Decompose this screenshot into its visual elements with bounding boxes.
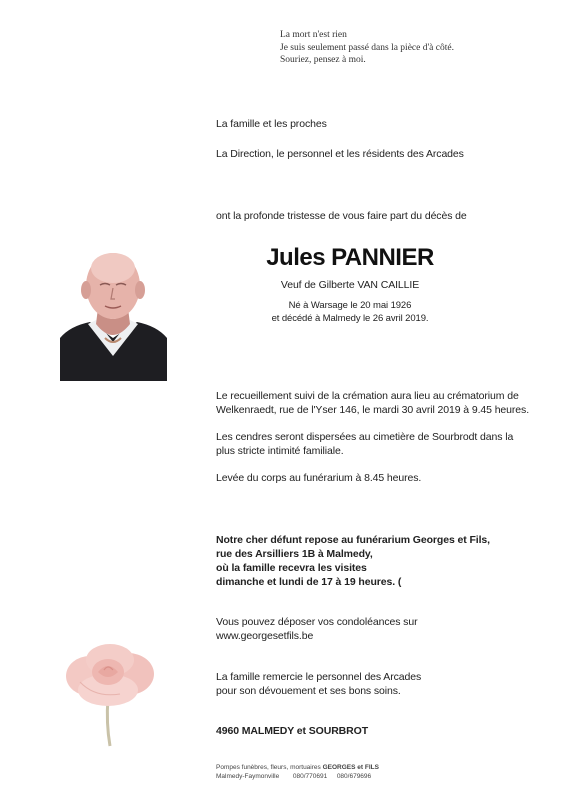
thanks-line: pour son dévouement et ses bons soins.: [216, 685, 401, 697]
first-name: Jules: [266, 244, 326, 271]
last-name: PANNIER: [331, 244, 434, 271]
footer-line-2: [216, 772, 371, 781]
poem-line: La mort n'est rien: [280, 30, 347, 40]
footer-company: GEORGES et FILS: [322, 764, 379, 771]
announcement: ont la profonde tristesse de vous faire part du décès de: [216, 210, 467, 222]
death-line: et décédé à Malmedy le 26 avril 2019.: [271, 313, 429, 324]
footer-line-1: [216, 763, 379, 772]
sender-direction: La Direction, le personnel et les résidents des Arcades: [216, 148, 464, 160]
poem-line: Souriez, pensez à moi.: [280, 55, 366, 65]
spouse-line: Veuf de Gilberte VAN CAILLIE: [280, 279, 420, 291]
visiting-line: dimanche et lundi de 17 à 19 heures. (: [216, 576, 402, 588]
ashes-line: plus stricte intimité familiale.: [216, 445, 344, 457]
address-line: 4960 MALMEDY et SOURBROT: [216, 725, 369, 737]
rose-image: [60, 638, 160, 748]
ceremony-line: Welkenraedt, rue de l'Yser 146, le mardi 30 avril 2019 à 9.45 heures.: [216, 404, 530, 416]
footer-phone-2: 080/679696: [336, 773, 372, 780]
ceremony-line: Le recueillement suivi de la crémation aura lieu au crématorium de: [216, 390, 519, 402]
condolences-line: Vous pouvez déposer vos condoléances sur: [216, 616, 418, 628]
footer-prefix: Pompes funèbres, fleurs, mortuaires: [216, 764, 321, 771]
footer-place: Malmedy-Faymonville: [216, 773, 280, 780]
visiting-line: rue des Arsilliers 1B à Malmedy,: [216, 548, 373, 560]
visiting-line: où la famille recevra les visites: [216, 562, 367, 574]
visiting-line: Notre cher défunt repose au funérarium Georges et Fils,: [216, 534, 490, 546]
birth-line: Né à Warsage le 20 mai 1926: [288, 300, 412, 311]
footer-phone-1: 080/770691: [292, 773, 328, 780]
levee-line: Levée du corps au funérarium à 8.45 heures.: [216, 472, 422, 484]
poem: [280, 29, 454, 67]
portrait-photo: [60, 238, 167, 381]
deceased-name: [240, 244, 460, 272]
thanks-line: La famille remercie le personnel des Arcades: [216, 671, 422, 683]
condolences-link[interactable]: www.georgesetfils.be: [216, 630, 314, 642]
poem-line: Je suis seulement passé dans la pièce d'à côté.: [280, 42, 454, 53]
ashes-line: Les cendres seront dispersées au cimetière de Sourbrodt dans la: [216, 431, 514, 443]
sender-family: La famille et les proches: [216, 118, 327, 130]
